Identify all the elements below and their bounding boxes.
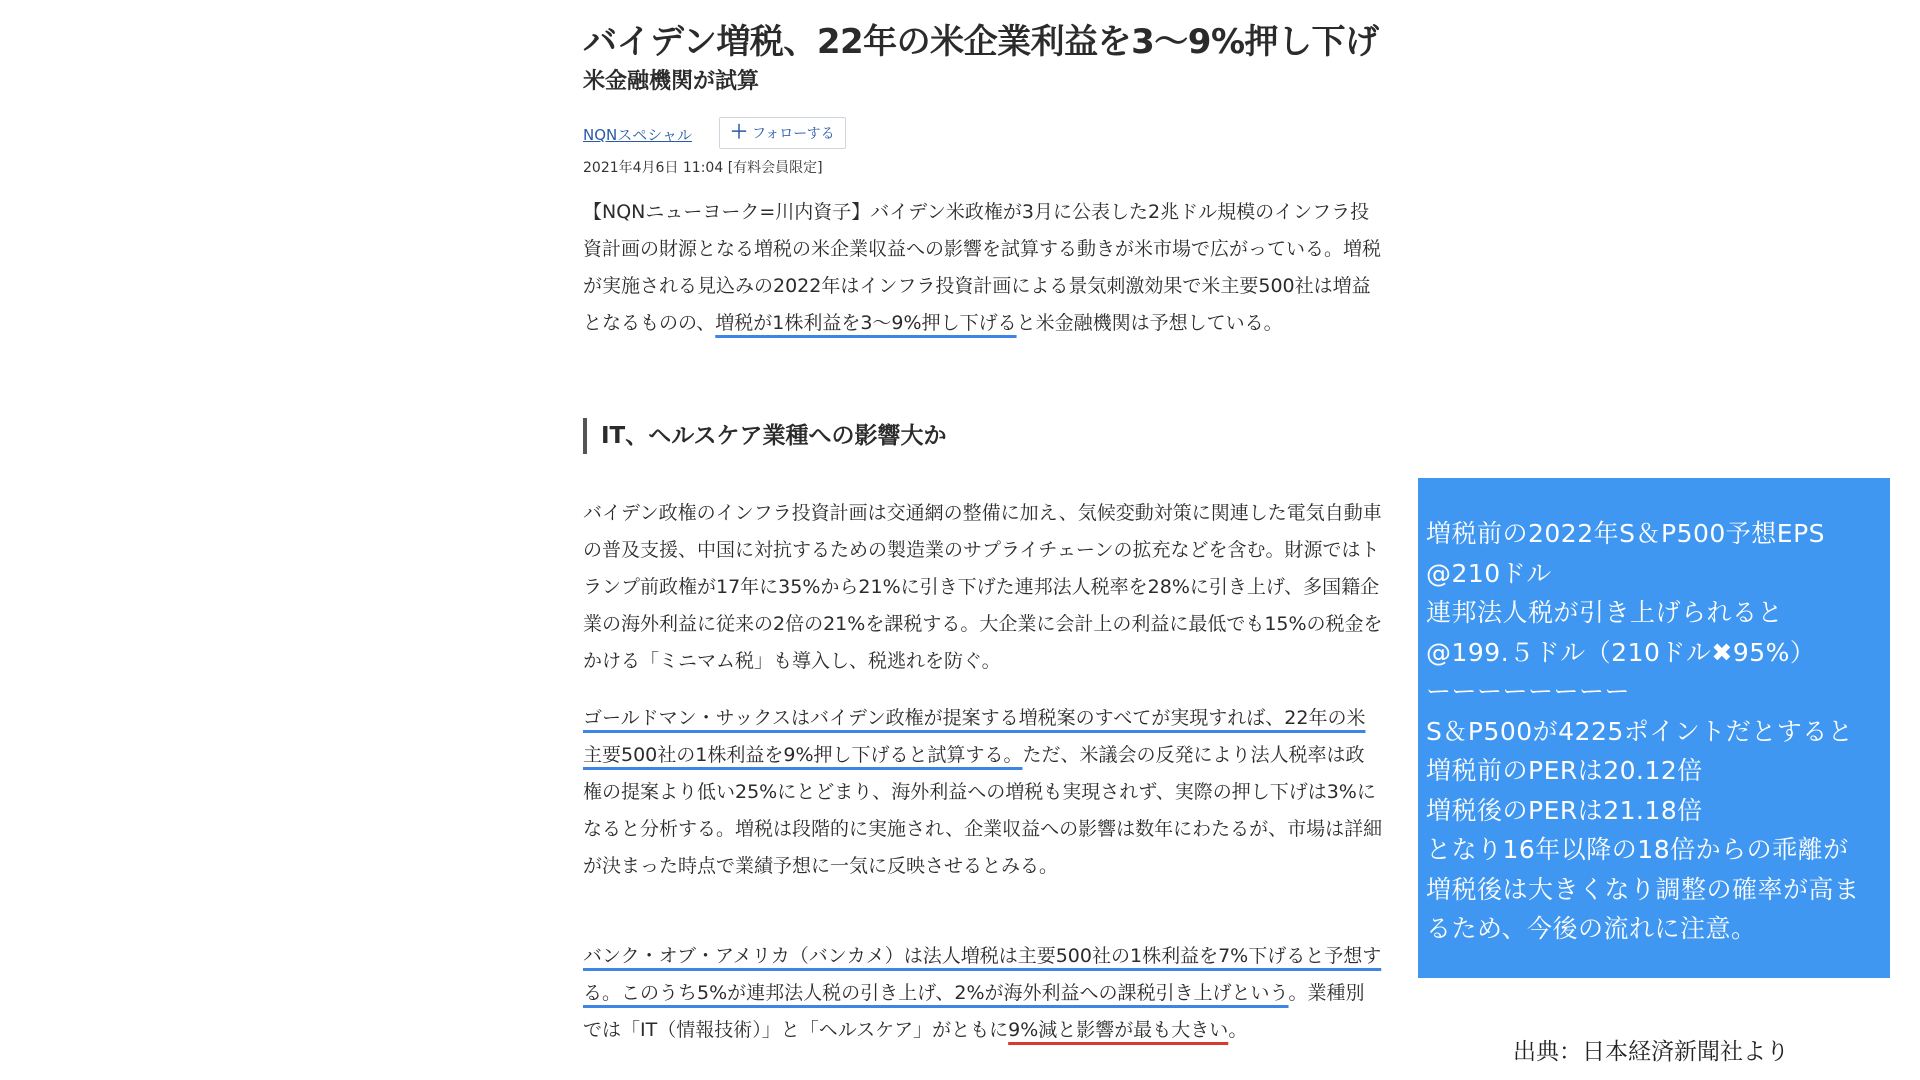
highlight-blue-goldman: ゴールドマン・サックスはバイデン政権が提案する増税案のすべてが実現すれば、22年の米主要500社の1株利益を9%押し下げると試算する。	[583, 707, 1366, 766]
annotation-line: 増税後は大きくなり調整の確率が高ま	[1426, 874, 1860, 904]
annotation-line: となり16年以降の18倍からの乖離が	[1426, 835, 1849, 864]
paragraph-bofa-end: 。	[1228, 1019, 1248, 1041]
paragraph-bofa	[583, 938, 1383, 1049]
paragraph-intro-text: 【NQNニューヨーク=川内資子】バイデン米政権が3月に公表した2兆ドル規模のインフラ投資計画の財源となる増税の米企業収益への影響を試算する動きが米市場で広がっている。増税が実施される見込みの2022年はインフラ投資計画による景気刺激効果で米主要500社は増益となるものの、	[583, 201, 1382, 334]
article-subheadline: 米金融機関が試算	[583, 69, 760, 94]
annotation-line: 増税後のPERは21.18倍	[1426, 795, 1703, 825]
annotation-line: @210ドル	[1426, 558, 1552, 588]
follow-button[interactable]	[719, 117, 846, 149]
annotation-line: S＆P500が4225ポイントだとすると	[1426, 716, 1854, 746]
article-headline: バイデン増税、22年の米企業利益を3〜9%押し下げ	[583, 22, 1379, 62]
annotation-line: 増税前の2022年S＆P500予想EPS	[1426, 519, 1826, 548]
series-link[interactable]: NQNスペシャル	[583, 126, 692, 144]
highlight-red-sector: 9%減と影響が最も大きい	[1008, 1019, 1229, 1041]
annotation-box	[1418, 478, 1890, 978]
annotation-line: るため、今後の流れに注意。	[1426, 914, 1757, 943]
paragraph-intro	[583, 194, 1383, 342]
paragraph-goldman-text: ただ、米議会の反発により法人税率は政権の提案より低い25%にとどまり、海外利益への増税も実現されず、実際の押し下げは3%になると分析する。増税は段階的に実施され、企業収益への影響は数年にわたるが、市場は詳細が決まった時点で業績予想に一気に反映させるとみる。	[583, 744, 1383, 877]
annotation-line: 連邦法人税が引き上げられると	[1426, 598, 1784, 627]
article-dateline: 2021年4月6日 11:04 [有料会員限定]	[583, 160, 823, 176]
section-heading: IT、ヘルスケア業種への影響大か	[583, 418, 947, 454]
paragraph-goldman	[583, 700, 1383, 885]
source-credit: 出典：日本経済新聞社より	[1513, 1039, 1789, 1065]
plus-icon: ＋	[730, 122, 748, 143]
highlight-blue-eps-impact: 増税が1株利益を3〜9%押し下げる	[715, 312, 1017, 334]
annotation-line: ーーーーーーーー	[1426, 677, 1631, 706]
paragraph-bofa-text: 。業種別では「IT（情報技術）」と「ヘルスケア」がともに	[583, 982, 1365, 1041]
paragraph-intro-end: と米金融機関は予想している。	[1016, 312, 1283, 334]
annotation-line: 増税前のPERは20.12倍	[1426, 756, 1703, 785]
annotation-line: @199.５ドル（210ドル✖95%）	[1426, 637, 1816, 667]
paragraph-plan: バイデン政権のインフラ投資計画は交通網の整備に加え、気候変動対策に関連した電気自動車の普及支援、中国に対抗するための製造業のサプライチェーンの拡充などを含む。財源ではトランプ前政権が17年に35%から21%に引き下げた連邦法人税率を28%に引き上げ、多国籍企業の海外利益に従来の2倍の21%を課税する。大企業に会計上の利益に最低でも15%の税金をかける「ミニマム税」も導入し、税逃れを防ぐ。	[583, 502, 1383, 672]
follow-button-label: フォローする	[752, 126, 835, 142]
highlight-blue-bofa: バンク・オブ・アメリカ（バンカメ）は法人増税は主要500社の1株利益を7%下げると予想する。このうち5%が連邦法人税の引き上げ、2%が海外利益への課税引き上げという	[583, 945, 1382, 1004]
